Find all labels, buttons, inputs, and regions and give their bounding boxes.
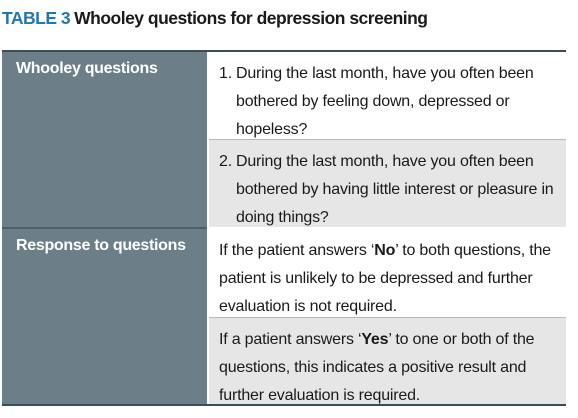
response-no-emphasis: No bbox=[374, 242, 396, 259]
response-yes-cell bbox=[209, 318, 566, 404]
response-no-cell bbox=[209, 229, 566, 317]
question-2-text: During the last month, have you often been bothered by having little interest or pleasure in doing things? bbox=[236, 153, 554, 226]
question-1-number: 1. bbox=[219, 65, 232, 82]
row-heading-response: Response to questions bbox=[2, 227, 207, 404]
question-1-cell bbox=[209, 52, 566, 138]
response-yes-prefix: If a patient answers ‘ bbox=[219, 331, 362, 348]
question-1-text: During the last month, have you often been bothered by feeling down, depressed or hopeless? bbox=[236, 65, 534, 138]
table-caption bbox=[2, 8, 428, 29]
table-bottom-rule bbox=[2, 404, 566, 406]
table-title: Whooley questions for depression screening bbox=[74, 8, 428, 28]
table-number: TABLE 3 bbox=[2, 8, 71, 28]
response-yes-emphasis: Yes bbox=[361, 331, 389, 348]
screening-table bbox=[2, 52, 566, 404]
response-no-prefix: If the patient answers ‘ bbox=[219, 242, 375, 259]
question-2-number: 2. bbox=[219, 153, 232, 170]
question-2-cell bbox=[209, 140, 566, 227]
row-heading-whooley-questions: Whooley questions bbox=[2, 52, 207, 227]
response-yes-suffix: ’ to one or both of the questions, this indicates a positive result and further evaluation is required. bbox=[219, 331, 535, 404]
response-no-suffix: ’ to both questions, the patient is unlikely to be depressed and further evaluation is not required. bbox=[219, 242, 551, 315]
